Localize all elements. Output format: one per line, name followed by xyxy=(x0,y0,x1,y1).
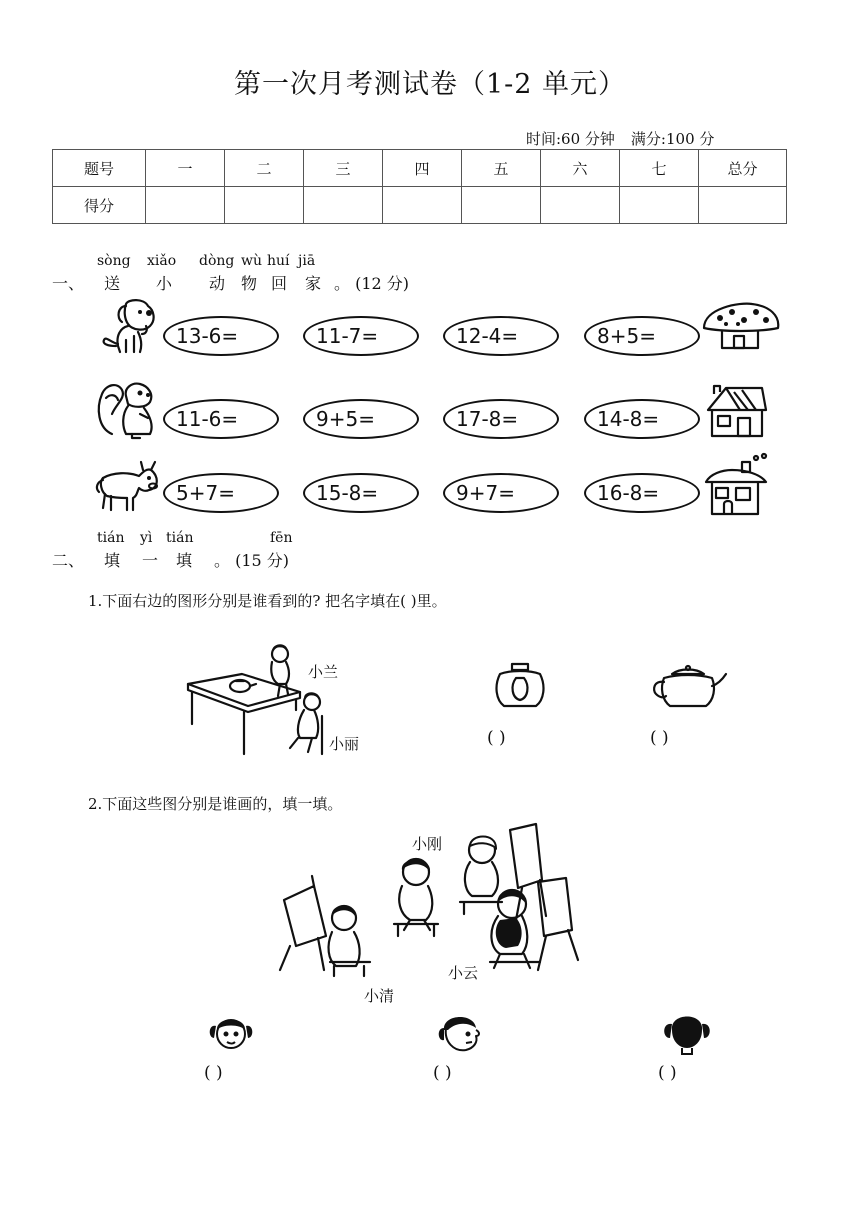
math-item[interactable]: 11-7= xyxy=(303,316,419,356)
heading-char: 动 xyxy=(209,274,226,293)
name-label: 小刚 xyxy=(412,835,443,853)
chimney-house-icon xyxy=(702,452,770,518)
table-cell: 四 xyxy=(383,150,462,187)
pinyin: xiǎo xyxy=(147,253,177,269)
table-cell: 总分 xyxy=(699,150,787,187)
question-1: 1.下面右边的图形分别是谁看到的? 把名字填在( )里。 xyxy=(88,592,447,610)
score-input-cell[interactable] xyxy=(225,187,304,224)
dog-icon xyxy=(98,296,160,358)
math-item[interactable]: 16-8= xyxy=(584,473,700,513)
table-scene-illustration xyxy=(186,640,326,758)
table-cell: 一 xyxy=(146,150,225,187)
math-item[interactable]: 9+5= xyxy=(303,399,419,439)
table-cell: 五 xyxy=(462,150,541,187)
cow-icon xyxy=(93,458,161,516)
math-item[interactable]: 17-8= xyxy=(443,399,559,439)
heading-char: 物 xyxy=(241,274,258,293)
pinyin: jiā xyxy=(298,253,316,269)
math-item[interactable]: 13-6= xyxy=(163,316,279,356)
section-points: 。 (15 分) xyxy=(214,551,290,570)
score-input-cell[interactable] xyxy=(620,187,699,224)
mushroom-house-icon xyxy=(700,300,782,354)
heading-char: 填 xyxy=(176,551,193,570)
score-table-header-row xyxy=(53,150,787,187)
answer-blank[interactable]: ( ) xyxy=(658,1063,677,1083)
table-cell: 六 xyxy=(541,150,620,187)
heading-char: 小 xyxy=(156,274,173,293)
heading-char: 一 xyxy=(142,551,159,570)
pinyin: yì xyxy=(140,530,153,546)
math-item[interactable]: 8+5= xyxy=(584,316,700,356)
score-input-cell[interactable] xyxy=(383,187,462,224)
cabin-house-icon xyxy=(704,384,768,440)
pinyin: tián xyxy=(166,530,194,546)
squirrel-icon xyxy=(94,378,160,440)
answer-blank[interactable]: ( ) xyxy=(433,1063,452,1083)
time-limit: 时间:60 分钟 xyxy=(526,130,615,148)
table-cell: 二 xyxy=(225,150,304,187)
pinyin: fēn xyxy=(270,530,293,546)
answer-blank[interactable]: ( ) xyxy=(487,728,506,748)
name-label: 小云 xyxy=(448,964,479,982)
name-label: 小清 xyxy=(364,987,395,1005)
pinyin: tián xyxy=(97,530,125,546)
math-item[interactable]: 5+7= xyxy=(163,473,279,513)
answer-blank[interactable]: ( ) xyxy=(650,728,669,748)
teapot-front-view-icon xyxy=(490,656,550,712)
score-input-cell[interactable] xyxy=(304,187,383,224)
teapot-side-view-icon xyxy=(650,664,728,710)
pinyin: huí xyxy=(267,253,290,269)
score-input-cell[interactable] xyxy=(146,187,225,224)
math-item[interactable]: 15-8= xyxy=(303,473,419,513)
girl-head-front-icon xyxy=(206,1008,256,1054)
section-number: 一、 xyxy=(52,274,85,293)
section2-heading xyxy=(52,530,452,570)
pinyin: dòng xyxy=(199,253,235,269)
table-cell: 得分 xyxy=(53,187,146,224)
heading-char: 家 xyxy=(305,274,322,293)
math-item[interactable]: 9+7= xyxy=(443,473,559,513)
score-table-score-row xyxy=(53,187,787,224)
full-score: 满分:100 分 xyxy=(630,130,715,148)
girl-head-back-icon xyxy=(662,1006,712,1056)
heading-char: 送 xyxy=(104,274,121,293)
answer-blank[interactable]: ( ) xyxy=(204,1063,223,1083)
math-item[interactable]: 14-8= xyxy=(584,399,700,439)
section-number: 二、 xyxy=(52,551,85,570)
math-item[interactable]: 12-4= xyxy=(443,316,559,356)
table-cell: 七 xyxy=(620,150,699,187)
section1-heading xyxy=(52,253,452,293)
name-label: 小丽 xyxy=(329,735,360,753)
table-cell: 题号 xyxy=(53,150,146,187)
girl-head-side-icon xyxy=(436,1008,486,1054)
heading-char: 填 xyxy=(104,551,121,570)
pinyin: wù xyxy=(241,253,262,269)
table-cell: 三 xyxy=(304,150,383,187)
section-points: 。 (12 分) xyxy=(334,274,410,293)
question-2: 2.下面这些图分别是谁画的，填一填。 xyxy=(88,795,343,813)
pinyin: sòng xyxy=(97,253,131,269)
score-table xyxy=(52,149,787,224)
page-title: 第一次月考测试卷（1-2 单元） xyxy=(233,69,627,100)
exam-meta xyxy=(526,128,714,149)
math-item[interactable]: 11-6= xyxy=(163,399,279,439)
name-label: 小兰 xyxy=(308,663,339,681)
score-input-cell[interactable] xyxy=(699,187,787,224)
score-input-cell[interactable] xyxy=(462,187,541,224)
score-input-cell[interactable] xyxy=(541,187,620,224)
heading-char: 回 xyxy=(271,274,288,293)
